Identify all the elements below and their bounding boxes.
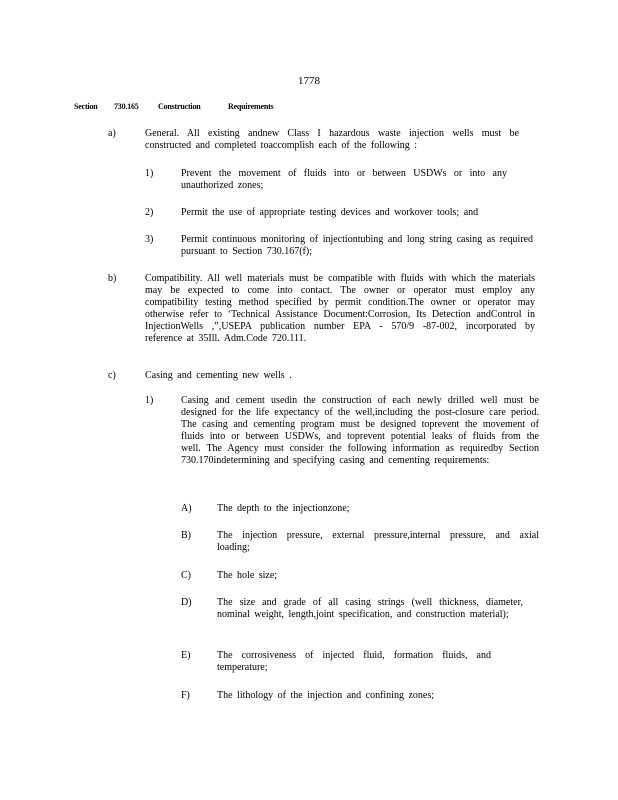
item-text: The lithology of the injection and confining zones;: [217, 690, 435, 701]
item-text: Casing and cement usedin the construction of each newly drilled well must be designed for the life expectancy of the well,including the post-closure care period. The casing and cementing program must be designed toprevent the movement of fluids into or between USDWs, and toprevent potential leaks of fluids from the well. The Agency must consider the following information as requiredby Section 730.170indetermining and specifying casing and cementing requirements:: [181, 395, 539, 466]
item-marker: 1): [145, 168, 154, 179]
item-marker: A): [181, 503, 192, 514]
item-marker: C): [181, 570, 191, 581]
item-text: Prevent the movement of fluids into or between USDWs or into any unauthorized zones;: [181, 168, 507, 191]
item-marker: B): [181, 530, 191, 541]
item-text: Permit the use of appropriate testing devices and workover tools; and: [181, 207, 479, 218]
item-text: Permit continuous monitoring of injectiontubing and long string casing as required pursuant to Section 730.167(f);: [181, 234, 533, 257]
item-text: The corrosiveness of injected fluid, formation fluids, and temperature;: [217, 650, 491, 673]
subsection-marker: b): [108, 273, 117, 284]
item-text: The hole size;: [217, 570, 278, 581]
item-marker: 2): [145, 207, 154, 218]
item-marker: 3): [145, 234, 154, 245]
item-marker: D): [181, 597, 192, 608]
subsection-marker: a): [108, 128, 116, 139]
item-text: The size and grade of all casing strings (well thickness, diameter, nominal weight, length,joint specification, and construction material);: [217, 597, 523, 620]
section-title-word-2: Requirements: [228, 102, 274, 111]
section-label: Section: [74, 102, 98, 111]
subsection-marker: c): [108, 370, 116, 381]
item-marker: 1): [145, 395, 154, 406]
item-text: The depth to the injectionzone;: [217, 503, 350, 514]
subsection-text: Casing and cementing new wells .: [145, 370, 292, 381]
page-number: 1778: [298, 75, 320, 87]
section-title-word-1: Construction: [158, 102, 201, 111]
section-number: 730.165: [114, 102, 139, 111]
subsection-text: General. All existing andnew Class I hazardous waste injection wells must be constructed and completed toaccomplish each of the following :: [145, 128, 519, 151]
item-text: The injection pressure, external pressure,internal pressure, and axial loading;: [217, 530, 539, 553]
item-marker: E): [181, 650, 191, 661]
item-marker: F): [181, 690, 190, 701]
subsection-text: Compatibility. All well materials must be compatible with fluids with which the materials may be expected to come into contact. The owner or operator must employ any compatibility testing method specified by permit condition.The owner or operator may otherwise refer to ‘Technical Assistance Document:Corrosion, Its Detection andControl in InjectionWells ,”,USEPA publication number EPA - 570/9 -87-002, incorporated by reference at 35Ill. Adm.Code 720.111.: [145, 273, 535, 344]
